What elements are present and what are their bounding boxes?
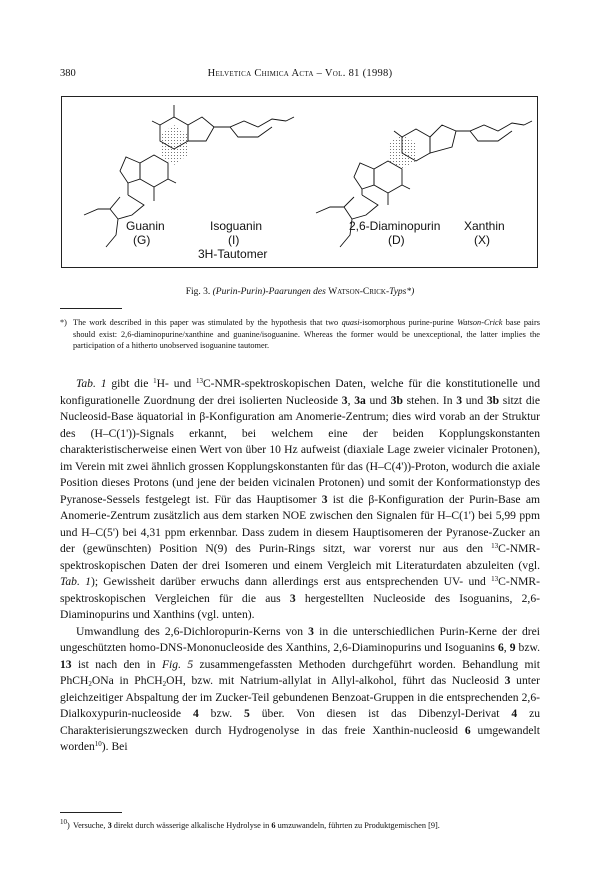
- journal-title: Helvetica Chimica Acta – Vol. 81 (1998): [207, 68, 393, 79]
- footnote-10-marker: $^{10}$): [60, 818, 70, 830]
- figure-caption: [60, 287, 540, 297]
- paragraph-2: Umwandlung des 2,6-Dichloropurin-Kerns von 3 in die unterschiedlichen Purin-Kerne der drei ungeschützten homo-DNS-Mononucleoside des Xanthins, 2,6-Diaminopurins und Isoguanins 6, 9 bzw. 13 ist nach den in Fig. 5 zusammengefassten Methoden durchgeführt worden. Behandlung mit PhCH$_2$ONa in PhCH$_2$OH, bzw. mit Natrium-allylat in Allyl-alkohol, führt das Nucleosid 3 unter gleichzeitiger Abspaltung der im Zucker-Teil gebundenen Benzoat-Gruppen in die entsprechenden 2,6-Dialkoxypurin-nucleoside 4 bzw. 5 über. Von diesen ist das Dibenzyl-Derivat 4 zu Charakterisierungszwecken durch Hydrogenolyse in das freie Xanthin-nucleosid 6 umgewandelt worden$^{10}$). Bei: [60, 624, 541, 753]
- label-isoguanin-abbr: (I): [228, 233, 240, 247]
- footnote-rule-top: [60, 308, 122, 309]
- footnote-10-text: Versuche, 3 direkt durch wässerige alkalische Hydrolyse in 6 umzuwandeln, führten zu Produktgemischen [9].: [73, 821, 440, 830]
- footnote-star: [60, 317, 540, 352]
- caption-title: (Purin-Purin)-Paarungen des: [212, 287, 326, 297]
- figure-3: [61, 96, 538, 268]
- running-header: [60, 68, 540, 84]
- footnote-rule-bottom: [60, 812, 122, 813]
- body-text: [60, 376, 540, 756]
- label-guanin: Guanin: [126, 219, 165, 233]
- caption-suffix: -Typs*): [385, 287, 415, 297]
- label-xanthin: Xanthin: [464, 219, 505, 233]
- caption-name: Watson-Crick: [328, 287, 386, 297]
- footnote-star-text: The work described in this paper was stimulated by the hypothesis that two quasi-isomorphous purine-purine Watson-Crick base pairs should exist: 2,6-diaminopurine/xanthine and guanine/isoguanine. Whereas the former would be unexceptional, the latter implies the participation of a hitherto unobserved isoguanine tautomer.: [73, 318, 540, 351]
- caption-prefix: Fig. 3.: [185, 287, 211, 297]
- paragraph-1: Tab. 1 gibt die $^1$H- und $^{13}$C-NMR-spektroskopischen Daten, welche für die konstitutionelle und konfigurationelle Zuordnung der drei isolierten Nucleoside 3, 3a und 3b stehen. In 3 und 3b sitzt die Nucleosid-Base äquatorial in β-Konfiguration am Anomerie-Zentrum; dies wird vorab an der Struktur des (H–C(1'))-Signals erkannt, bei welchem eine der beiden Kopplungskonstanten charakteristischerweise einen Wert von über 10 Hz aufweist (diaxiale Lage zweier vicinaler Protonen), im Verein mit zwei ähnlich grossen Kopplungskonstanten für das (H–C(4'))-Proton, wodurch die axiale Position dieses Protons (und jene der beiden vicinalen Protonen) und somit der Konformationstyp des Pyranose-Sessels festgelegt ist. Für das Hauptisomer 3 ist die β-Konfiguration der Purin-Base am Anomerie-Zentrum zusätzlich aus dem starken NOE zwischen den Signalen für H–C(1') bei 5,99 ppm und H–C(5') bei 4,31 ppm erkennbar. Dass zudem in diesem Hauptisomeren der Pyranose-Zucker an der (gewünschten) Position N(9) des Purin-Rings sitzt, war vorerst nur aus den $^{13}$C-NMR-spektroskopischen Daten der drei Isomeren und einem Vergleich mit Literaturdaten abzuleiten (vgl. Tab. 1); Gewissheit darüber erwuchs dann allerdings erst aus entsprechenden UV- und $^{13}$C-NMR-spektroskopischen Vergleichen für die aus 3 hergestellten Nucleoside des Isoguanins, 2,6-Diaminopurins und Xanthins (vgl. unten).: [60, 377, 541, 621]
- label-xanthin-abbr: (X): [474, 233, 490, 247]
- label-isoguanin: Isoguanin: [210, 219, 263, 233]
- label-tautomer: 3H-Tautomer: [198, 247, 268, 261]
- label-diaminopurin-abbr: (D): [388, 233, 405, 247]
- page-number: 380: [60, 68, 76, 79]
- label-diaminopurin: 2,6-Diaminopurin: [349, 219, 441, 233]
- footnote-star-marker: *): [60, 318, 67, 327]
- label-guanin-abbr: (G): [133, 233, 151, 247]
- footnote-10: [60, 820, 540, 832]
